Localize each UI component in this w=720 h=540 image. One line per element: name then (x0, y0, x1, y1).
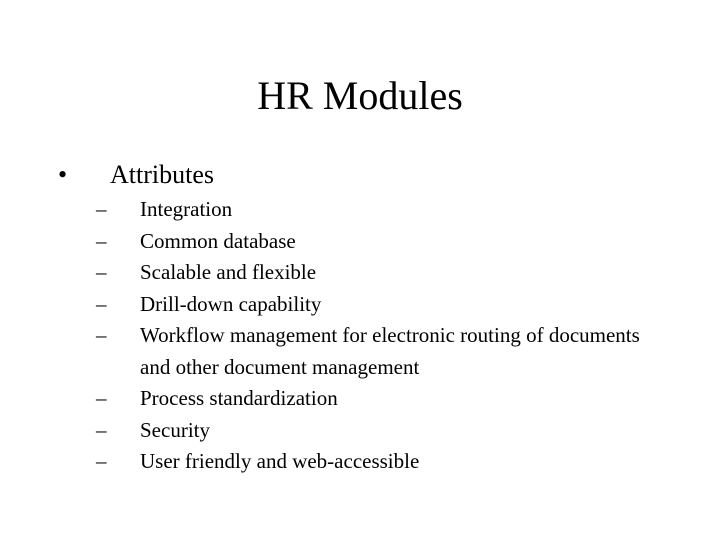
attribute-list (96, 194, 656, 478)
list-item-text: Workflow management for electronic routing of documents and other document management (140, 323, 640, 379)
list-item (96, 194, 656, 226)
dash-icon: – (96, 449, 107, 473)
dash-icon: – (96, 417, 107, 442)
list-item (96, 226, 656, 258)
dash-icon: – (96, 291, 107, 316)
dash-icon: – (96, 323, 107, 347)
list-item-text: User friendly and web-accessible (140, 449, 420, 473)
dash-icon: – (96, 228, 107, 253)
dash-icon: – (96, 197, 107, 221)
list-item-text: Scalable and flexible (140, 260, 317, 284)
bullet-label: Attributes (110, 160, 214, 189)
list-item (96, 415, 656, 447)
list-item-text: Integration (140, 197, 233, 221)
bullet-icon: • (58, 160, 68, 189)
list-item (96, 320, 656, 383)
dash-icon: – (96, 260, 107, 284)
list-item (96, 383, 656, 415)
list-item (96, 289, 656, 321)
list-item (96, 257, 656, 289)
slide-title: HR Modules (257, 73, 463, 118)
dash-icon: – (96, 386, 107, 410)
list-item (96, 446, 656, 478)
list-item-text: Process standardization (140, 386, 338, 410)
list-item-text: Common database (140, 228, 296, 253)
list-item-text: Security (140, 417, 210, 442)
list-item-text: Drill-down capability (140, 291, 322, 316)
